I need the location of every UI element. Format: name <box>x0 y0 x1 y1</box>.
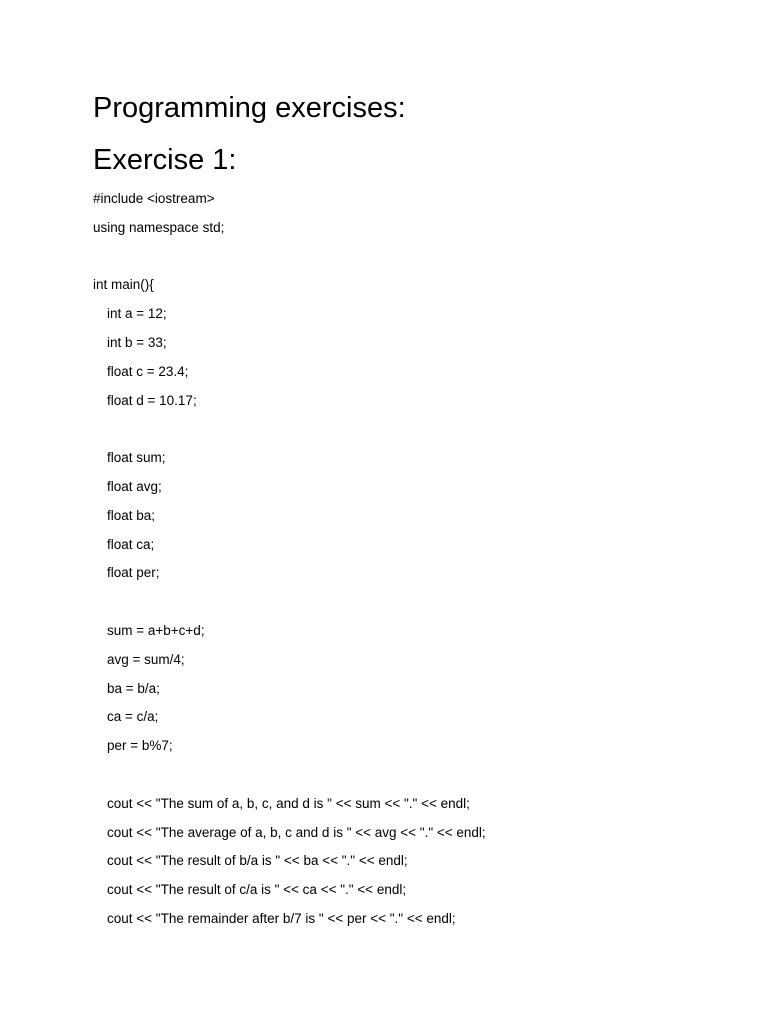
code-line: avg = sum/4; <box>107 651 185 667</box>
code-line: ca = c/a; <box>107 709 159 725</box>
code-line: float c = 23.4; <box>107 363 189 379</box>
code-line: cout << "The average of a, b, c and d is " << avg << "." << endl; <box>107 824 486 840</box>
code-line: cout << "The remainder after b/7 is " << per << "." << endl; <box>107 910 456 926</box>
code-line: int main(){ <box>93 277 154 293</box>
code-line: using namespace std; <box>93 219 225 235</box>
code-line: sum = a+b+c+d; <box>107 622 205 638</box>
code-line: cout << "The result of b/a is " << ba << "." << endl; <box>107 853 408 869</box>
code-line: float d = 10.17; <box>107 392 197 408</box>
code-line: int a = 12; <box>107 306 167 322</box>
exercise-heading: Exercise 1: <box>93 144 237 176</box>
code-line: per = b%7; <box>107 738 173 754</box>
code-line: int b = 33; <box>107 334 167 350</box>
code-block <box>93 189 486 938</box>
code-line: ba = b/a; <box>107 680 160 696</box>
blank-code-line <box>93 765 486 794</box>
blank-code-line <box>93 592 486 621</box>
blank-code-line <box>93 419 486 448</box>
code-line: float ca; <box>107 536 155 552</box>
code-line: float avg; <box>107 478 162 494</box>
code-line: cout << "The sum of a, b, c, and d is " << sum << "." << endl; <box>107 795 470 811</box>
code-line: cout << "The result of c/a is " << ca << "." << endl; <box>107 882 407 898</box>
blank-code-line <box>93 247 486 276</box>
code-line: #include <iostream> <box>93 191 215 206</box>
code-line: float per; <box>107 565 160 581</box>
page-title: Programming exercises: <box>93 92 406 124</box>
code-line: float sum; <box>107 450 166 466</box>
code-line: float ba; <box>107 507 156 523</box>
